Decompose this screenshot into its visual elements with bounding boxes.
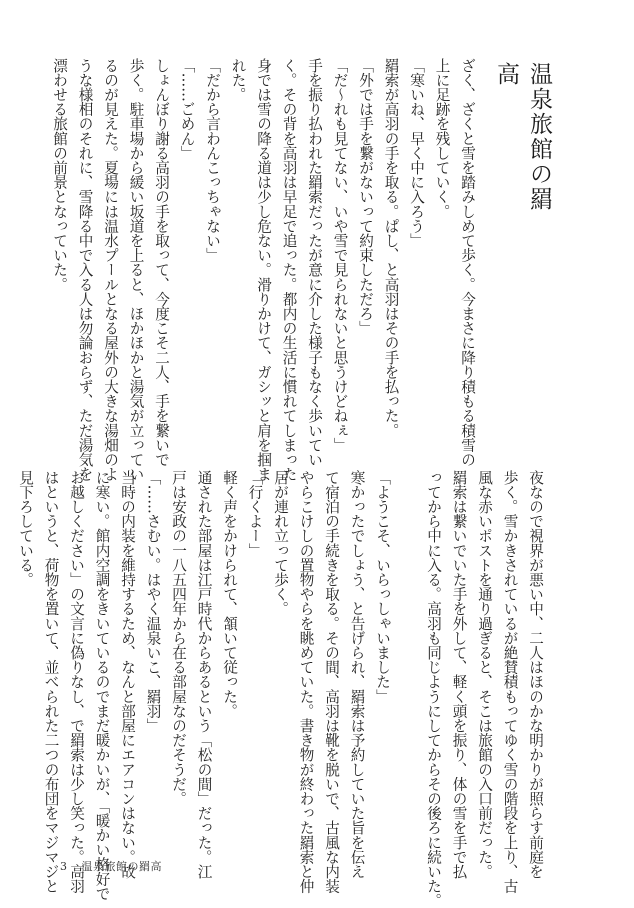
text-line: 風な赤いポストを通り過ぎると、そこは旅館の入口前だった。 <box>476 470 493 879</box>
text-line: お越しください」の文言に偽りなし、で羂索は少し笑った。高羽 <box>68 470 85 894</box>
text-line: しょんぼり謝る高羽の手を取って、今度こそ二人、手を繋いで <box>153 58 170 467</box>
text-line: ざく、ざくと雪を踏みしめて歩く。今まさに降り積もる積雪の <box>459 58 476 467</box>
text-line: 歩く。駐車場から緩い坂道を上ると、ほかほかと湯気が立ってい <box>127 58 145 482</box>
body-text-upper <box>51 58 480 482</box>
page-number: 3 <box>60 860 68 873</box>
text-line: て宿泊の手続きを取る。その間、高羽は靴を脱いで、古風な内装 <box>323 470 340 894</box>
text-line: やらこけしの置物やらを眺めていた。書き物が終わった羂索と仲 <box>297 470 315 894</box>
text-line: に寒い。館内空調をきいているのでまだ暖かいが、「暖かい格好で <box>93 470 111 901</box>
text-line: 「だから言わんこっちゃない」 <box>204 58 221 263</box>
text-line <box>395 470 421 845</box>
text-line: はというと、荷物を置いて、並べられた二つの布団をマジマジと <box>42 470 60 894</box>
document-title: 温泉旅館の羂高 <box>493 62 552 212</box>
text-line: 通された部屋は江戸時代からあるという「松の間」だった。江 <box>195 470 213 879</box>
text-line: く。その背を高羽は早足で追った。都内の生活に慣れてしまった <box>280 58 298 482</box>
text-line: 寒かったでしょう、と告げられ、羂索は予約していた旨を伝え <box>348 470 366 879</box>
page-footer <box>60 858 162 874</box>
text-line: 「ようこそ、いらっしゃいました」 <box>374 470 391 704</box>
text-line: 「外では手を繋がないって約束しただろ」 <box>357 58 374 336</box>
text-line: 当時の内装を維持するため、なんと部屋にエアコンはない。故 <box>119 470 136 879</box>
text-line: 軽く声をかけられて、頷いて従った。 <box>221 470 238 719</box>
text-line: 手を振り払われた羂索だったが意に介した様子もなく歩いてい <box>306 58 323 467</box>
text-line: 羂索が高羽の手を取る。ぱし、と高羽はその手を払った。 <box>382 58 400 438</box>
text-line: 「……ごめん」 <box>178 58 196 161</box>
text-line: 身では雪の降る道は少し危ない。滑りかけて、ガシッと肩を掴ま <box>255 58 272 482</box>
running-title: 温泉旅館の羂高 <box>81 860 162 873</box>
text-line: 夜なので視界が悪い中、二人はほのかな明かりが照らす前庭を <box>527 470 544 879</box>
text-line: ってから中に入る。高羽も同じようにしてからその後ろに続いた。 <box>425 470 442 908</box>
text-line: 漂わせる旅館の前景となっていた。 <box>51 58 68 292</box>
text-line: 見下ろしている。 <box>17 470 34 587</box>
text-line: 「行くよー」 <box>246 470 264 558</box>
text-line: 「だ〜れも見てない、いや雪で見られないと思うけどねぇ」 <box>331 58 349 453</box>
text-line: 「寒いね、早く中に入ろう」 <box>408 58 425 248</box>
text-line: るのが見えた。夏場には温水プールとなる屋外の大きな湯畑のよ <box>102 58 119 482</box>
text-line: 上に足跡を残していく。 <box>433 58 451 219</box>
text-line: 羂索は繋いでいた手を外して、軽く頭を振り、体の雪を手で払 <box>450 470 468 879</box>
text-line: うな様相のそれに、雪降る中で入る人は勿論おらず、ただ湯気を <box>76 58 94 482</box>
text-line: れた。 <box>229 58 247 102</box>
text-line: 居が連れ立って歩く。 <box>272 470 289 616</box>
text-line: 歩く。雪かきされているが絶賛積もってゆく雪の階段を上り、古 <box>501 470 519 894</box>
text-line: 戸は安政の一八五四年から在る部屋なのだそうだ。 <box>170 470 187 806</box>
text-line: 「……さむい。はやく温泉いこ、羂羽」 <box>144 470 162 733</box>
